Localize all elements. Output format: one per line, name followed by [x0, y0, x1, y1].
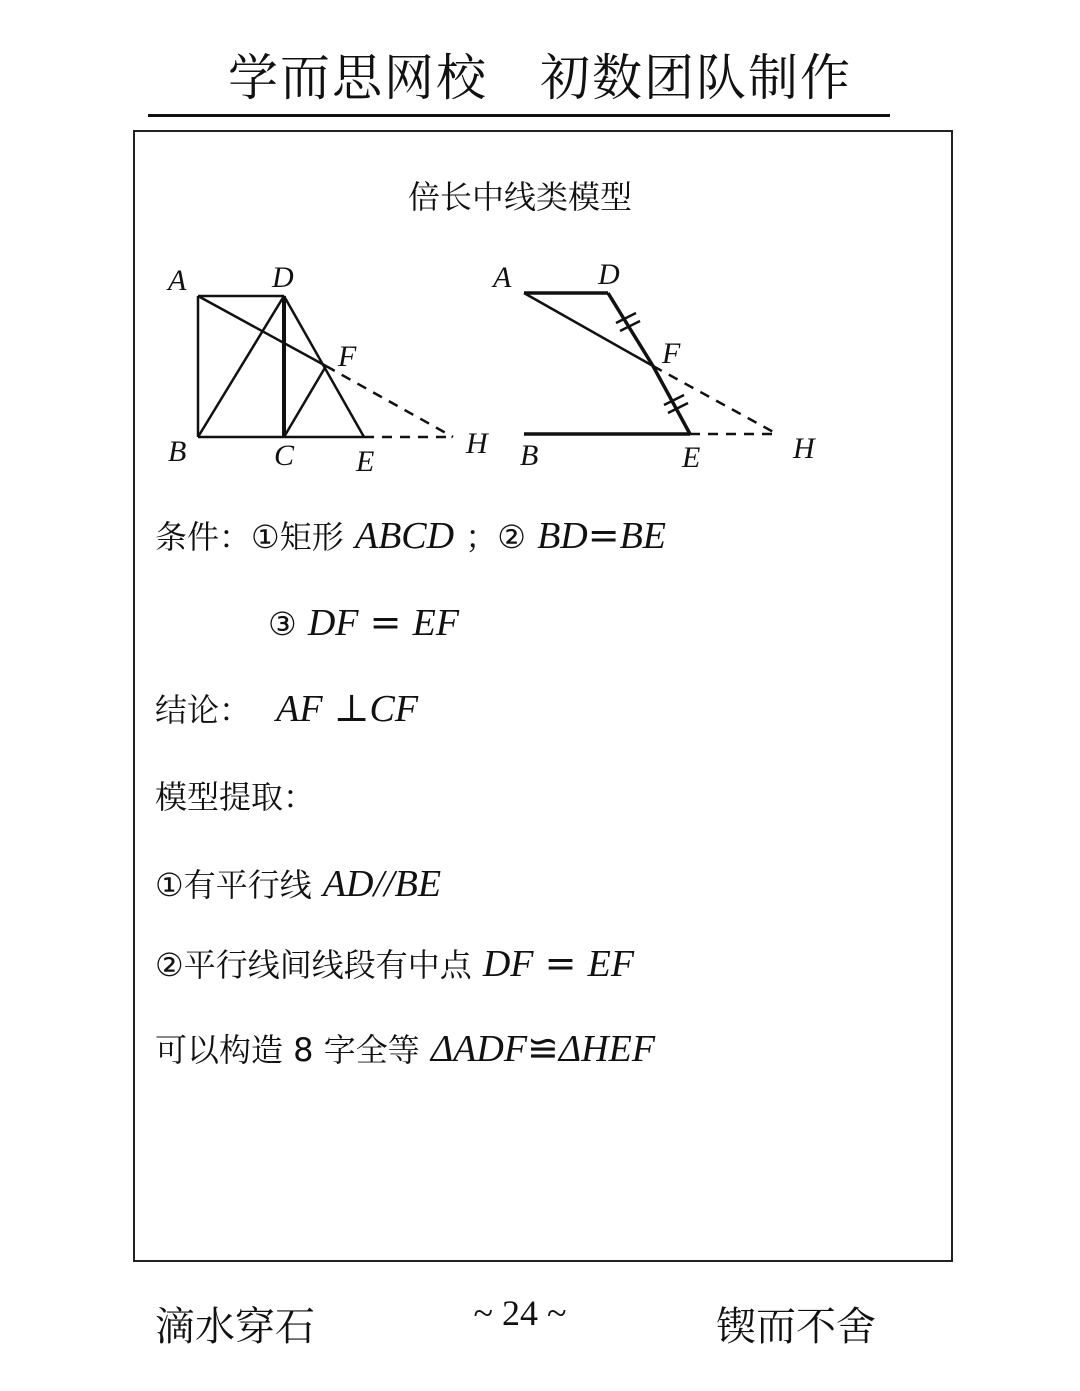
conditions-line-2 [268, 600, 459, 645]
condition-separator: ； [465, 518, 498, 556]
figure-left [150, 255, 510, 480]
page-header-title: 学而思网校 初数团队制作 [228, 49, 852, 107]
extraction-item-2-eq: = [544, 941, 577, 985]
conclusion-perp: ⊥ [333, 686, 370, 730]
extraction-item-1-rhs: BE [394, 863, 442, 905]
conclusion-lhs: AF [276, 688, 323, 730]
segment-af [524, 293, 653, 366]
condition-2-rhs: BE [619, 515, 666, 557]
segment-af [198, 296, 326, 366]
footer-right-motto: 锲而不舍 [716, 1304, 876, 1350]
label-e: E [682, 441, 701, 474]
condition-3-rhs: EF [412, 602, 460, 644]
extraction-item-3-cong: ≌ [527, 1026, 559, 1070]
label-a: A [493, 261, 512, 294]
label-d: D [272, 261, 294, 294]
footer-left-motto: 滴水穿石 [155, 1304, 315, 1350]
condition-2-marker: ② [497, 518, 526, 556]
label-c: C [274, 439, 295, 472]
extraction-item-2 [155, 940, 634, 986]
extraction-item-3 [155, 1025, 655, 1071]
extraction-item-1 [155, 860, 441, 906]
extraction-item-1-text: ①有平行线 [155, 866, 312, 904]
label-e: E [356, 445, 375, 478]
conclusion-rhs: CF [369, 688, 419, 730]
condition-1-text: ①矩形 [251, 518, 344, 556]
label-a: A [168, 264, 187, 297]
label-h: H [793, 432, 815, 465]
condition-1-math: ABCD [354, 515, 455, 557]
conclusion-line [155, 685, 418, 731]
conditions-label: 条件： [155, 518, 252, 556]
conditions-line-1 [155, 512, 666, 558]
condition-3-lhs: DF [307, 602, 359, 644]
extraction-item-3-tri2: ΔHEF [558, 1028, 656, 1070]
extraction-item-3-tri1: ΔADF [430, 1028, 528, 1070]
condition-3-eq: = [369, 600, 402, 644]
extraction-item-2-rhs: EF [587, 943, 635, 985]
segment-cf [284, 366, 326, 437]
condition-3-marker: ③ [268, 605, 297, 643]
extraction-label-line [155, 772, 315, 818]
extraction-item-3-text: 可以构造 8 字全等 [155, 1031, 420, 1069]
extraction-item-2-lhs: DF [482, 943, 534, 985]
label-b: B [168, 435, 187, 468]
label-h: H [466, 427, 488, 460]
segment-df [608, 293, 653, 366]
segment-bd [198, 296, 284, 437]
figure-right [490, 255, 830, 480]
footer-page-number: ~ 24 ~ [473, 1293, 567, 1333]
label-b: B [520, 439, 539, 472]
conclusion-label: 结论： [155, 691, 252, 729]
condition-2-eq: = [587, 513, 620, 557]
label-d: D [598, 258, 620, 291]
label-f: F [662, 337, 681, 370]
label-f: F [338, 340, 357, 373]
extraction-item-2-text: ②平行线间线段有中点 [155, 946, 472, 984]
extraction-item-1-parallel: // [373, 863, 395, 905]
header-rule [148, 114, 890, 117]
extraction-item-1-lhs: AD [322, 863, 374, 905]
extraction-label: 模型提取： [155, 778, 316, 816]
condition-2-lhs: BD [537, 515, 588, 557]
section-title: 倍长中线类模型 [407, 178, 632, 216]
